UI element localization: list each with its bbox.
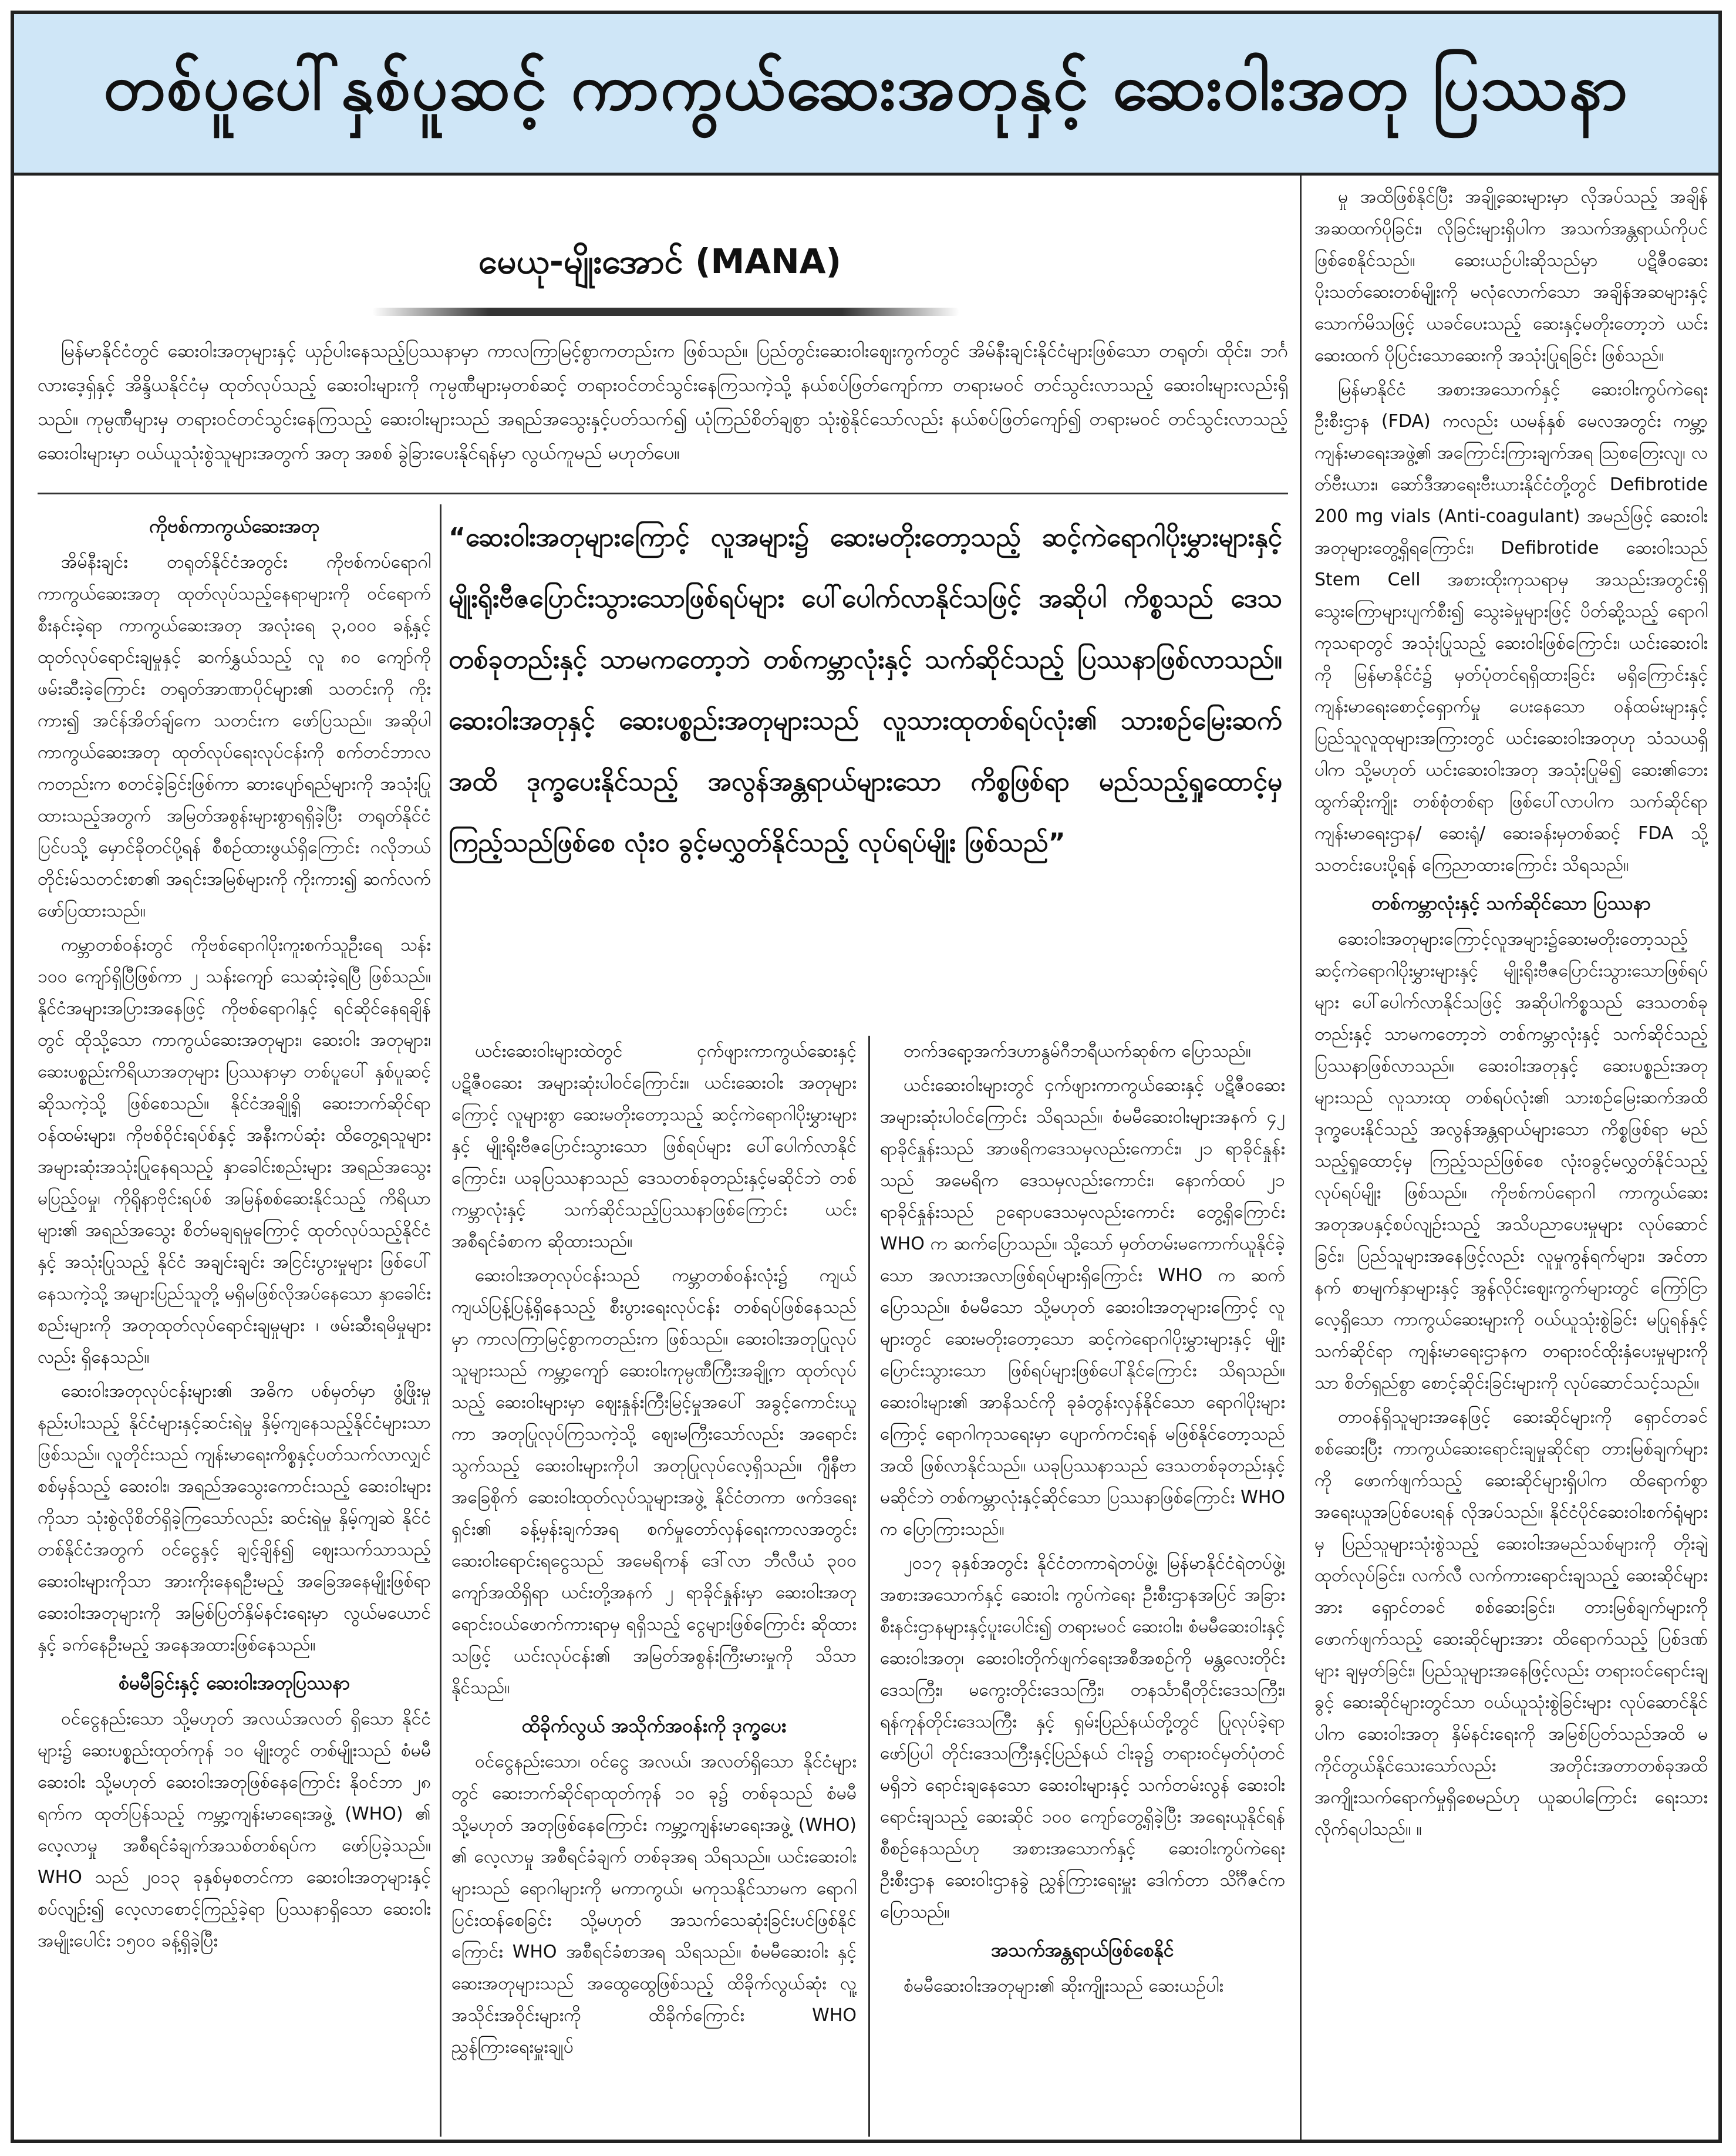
column-divider-1: [440, 504, 441, 2137]
pull-quote-text: “ဆေးဝါးအတုများကြောင့် လူအများ၌ ဆေးမတိုးတော့သည့် ဆင့်ကဲရောဂါပိုးမွှားများနှင့် မျိုးရိုးဗီဇပြောင်းသွားသောဖြစ်ရပ်များ ပေါ်ပေါက်လာနိုင်သဖြင့် အဆိုပါ ကိစ္စသည် ဒေသတစ်ခုတည်းနှင့် သာမကတော့ဘဲ တစ်ကမ္ဘာလုံးနှင့် သက်ဆိုင်သည့် ပြဿနာဖြစ်လာသည်။ ဆေးဝါးအတုနှင့် ဆေးပစ္စည်းအတုများသည် လူသားထုတစ်ရပ်လုံး၏ သားစဉ်မြေးဆက်အထိ ဒုက္ခပေးနိုင်သည့် အလွန်အန္တရာယ်များသော ကိစ္စဖြစ်ရာ မည်သည့်ရှုထောင့်မှ ကြည့်သည်ဖြစ်စေ လုံးဝ ခွင့်မလွှတ်နိုင်သည့် လုပ်ရပ်မျိုး ဖြစ်သည်”: [449, 523, 1282, 858]
subheading-danger: အသက်အန္တရာယ်ဖြစ်စေနိုင်: [991, 1939, 1174, 1961]
newspaper-page: [11, 11, 1722, 2143]
column-4: [1314, 181, 1708, 2137]
column-1: [38, 504, 431, 2137]
paragraph: မြန်မာနိုင်ငံ အစားအသောက်နှင့် ဆေးဝါးကွပ်ကဲရေးဦးစီးဌာန (FDA) ကလည်း ယမန်နှစ် မေလအတွင်း ကမ္ဘာ့ကျန်းမာရေးအဖွဲ့၏ အကြောင်းကြားချက်အရ သြစတြေးလျ၊ လတ်ဗီးယား၊ ဆော်ဒီအာရေးဗီးယားနိုင်ငံတို့တွင် Defibrotide 200 mg vials (Anti-coagulant) အမည်ဖြင့် ဆေးဝါးအတုများတွေ့ရှိရကြောင်း၊ Defibrotide ဆေးဝါးသည် Stem Cell အစားထိုးကုသရာမှ အသည်းအတွင်းရှိ သွေးကြောများပျက်စီး၍ သွေးခဲမှုများဖြင့် ပိတ်ဆို့သည့် ရောဂါကုသရာတွင် အသုံးပြုသည့် ဆေးဝါးဖြစ်ကြောင်း၊ ယင်းဆေးဝါးကို မြန်မာနိုင်ငံ၌ မှတ်ပုံတင်ရရှိထားခြင်း မရှိကြောင်းနှင့် ကျန်းမာရေးစောင့်ရှောက်မှု ပေးနေသော ဝန်ထမ်းများနှင့် ပြည်သူလူထုများအကြားတွင် ယင်းဆေးဝါးအတုဟု သံသယရှိပါက သို့မဟုတ် ယင်းဆေးဝါးအတု အသုံးပြုမိ၍ ဆေး၏ဘေးထွက်ဆိုးကျိုး တစ်စုံတစ်ရာ ဖြစ်ပေါ်လာပါက သက်ဆိုင်ရာ ကျန်းမာရေးဌာန/ ဆေးရုံ/ ဆေးခန်းမှတစ်ဆင့် FDA သို့ သတင်းပေးပို့ရန် ကြေညာထားကြောင်း သိရသည်။: [1314, 379, 1708, 875]
paragraph: မှု အထိဖြစ်နိုင်ပြီး အချို့ဆေးများမှာ လိုအပ်သည့် အချိန်အဆထက်ပိုခြင်း၊ လိုခြင်းများရှိပါက အသက်အန္တရာယ်ကိုပင် ဖြစ်စေနိုင်သည်။ ဆေးယဉ်ပါးဆိုသည်မှာ ပဋိဇီဝဆေး ပိုးသတ်ဆေးတစ်မျိုးကို မလုံလောက်သော အချိန်အဆများနှင့် သောက်မိသဖြင့် ယခင်ပေးသည့် ဆေးနှင့်မတိုးတော့ဘဲ ယင်းဆေးထက် ပိုပြင်းသောဆေးကို အသုံးပြုရခြင်း ဖြစ်သည်။: [1314, 187, 1708, 366]
byline: မေယု-မျိုးအောင် (MANA): [478, 241, 842, 281]
column-divider-2: [868, 1036, 870, 2137]
paragraph: တာဝန်ရှိသူများအနေဖြင့် ဆေးဆိုင်များကို ရှောင်တခင်စစ်ဆေးပြီး ကာကွယ်ဆေးရောင်းချမှုဆိုင်ရာ တားမြစ်ချက်များကို ဖောက်ဖျက်သည့် ဆေးဆိုင်များရှိပါက ထိရောက်စွာ အရေးယူအပြစ်ပေးရန် လိုအပ်သည်။ နိုင်ငံပိုင်ဆေးဝါးစက်ရုံများမှ ပြည်သူများသုံးစွဲသည့် ဆေးဝါးအမည်သစ်များကို တိုးချဲ့ထုတ်လုပ်ခြင်း၊ လက်လီ လက်ကားရောင်းချသည့် ဆေးဆိုင်များအား ရှောင်တခင် စစ်ဆေးခြင်း၊ တားမြစ်ချက်များကို ဖောက်ဖျက်သည့် ဆေးဆိုင်များအား ထိရောက်သည့် ပြစ်ဒဏ်များ ချမှတ်ခြင်း၊ ပြည်သူများအနေဖြင့်လည်း တရားဝင်ရောင်းချခွင့် ဆေးဆိုင်များတွင်သာ ဝယ်ယူသုံးစွဲခြင်းများ လုပ်ဆောင်နိုင်ပါက ဆေးဝါးအတု နှိမ်နင်းရေးကို အမြစ်ပြတ်သည်အထိ မကိုင်တွယ်နိုင်သေးသော်လည်း အတိုင်းအတာတစ်ခုအထိ အကျိုးသက်ရောက်မှုရှိစေမည်ဟု ယူဆပါကြောင်း ရေးသားလိုက်ရပါသည်။ ။: [1314, 1407, 1708, 1840]
subheading-quality: စံမမီခြင်းနှင့် ဆေးဝါးအတုပြဿနာ: [118, 1672, 350, 1694]
paragraph: ဆေးဝါးအတုများကြောင့်လူအများ၌ဆေးမတိုးတော့သည့် ဆင့်ကဲရောဂါပိုးမွှားများနှင့် မျိုးရိုးဗီဇပြောင်းသွားသောဖြစ်ရပ်များ ပေါ်ပေါက်လာနိုင်သဖြင့် အဆိုပါကိစ္စသည် ဒေသတစ်ခုတည်းနှင့် သာမကတော့ဘဲ တစ်ကမ္ဘာလုံးနှင့် သက်ဆိုင်သည့် ပြဿနာဖြစ်လာသည်။ ဆေးဝါးအတုနှင့် ဆေးပစ္စည်းအတုများသည် လူသားထု တစ်ရပ်လုံး၏ သားစဉ်မြေးဆက်အထိ ဒုက္ခပေးနိုင်သည့် အလွန်အန္တရာယ်များသော ကိစ္စဖြစ်ရာ မည်သည့်ရှုထောင့်မှ ကြည့်သည်ဖြစ်စေ လုံးဝခွင့်မလွှတ်နိုင်သည့် လုပ်ရပ်မျိုး ဖြစ်သည်။ ကိုဗစ်ကပ်ရောဂါ ကာကွယ်ဆေးအတုအပနှင့်စပ်လျဉ်းသည့် အသိပညာပေးမှုများ လုပ်ဆောင်ခြင်း၊ ပြည်သူများအနေဖြင့်လည်း လူမှုကွန်ရက်များ၊ အင်တာနက် စာမျက်နှာများနှင့် အွန်လိုင်းဈေးကွက်များတွင် ကြော်ငြာလေ့ရှိသော ကာကွယ်ဆေးများကို ဝယ်ယူသုံးစွဲခြင်း မပြုရန်နှင့် သက်ဆိုင်ရာ ကျန်းမာရေးဌာနက တရားဝင်ထိုးနှံပေးမှုများကိုသာ စိတ်ရှည်စွာ စောင့်ဆိုင်းခြင်းများကို လုပ်ဆောင်သင့်သည်။: [1314, 929, 1708, 1393]
title-banner: [14, 14, 1718, 176]
paragraph: ယင်းဆေးဝါးများတွင် ငှက်ဖျားကာကွယ်ဆေးနှင့် ပဋိဇီဝဆေး အများဆုံးပါဝင်ကြောင်း သိရသည်။ စံမမီဆေးဝါးများအနက် ၄၂ ရာခိုင်နှုန်းသည် အာဖရိကဒေသမှလည်းကောင်း၊ ၂၁ ရာခိုင်နှုန်းသည် အမေရိက ဒေသမှလည်းကောင်း၊ နောက်ထပ် ၂၁ ရာခိုင်နှုန်းသည် ဥရောပဒေသမှလည်းကောင်း တွေ့ရှိကြောင်း WHO က ဆက်ပြောသည်။ သို့သော် မှတ်တမ်းမကောက်ယူနိုင်ခဲ့သော အလားအလာဖြစ်ရပ်များရှိကြောင်း WHO က ဆက်ပြောသည်။ စံမမီသော သို့မဟုတ် ဆေးဝါးအတုများကြောင့် လူများတွင် ဆေးမတိုးတော့သော ဆင့်ကဲရောဂါပိုးမွှားများနှင့် မျိုးပြောင်းသွားသော ဖြစ်ရပ်များဖြစ်ပေါ်နိုင်ကြောင်း သိရသည်။ ဆေးဝါးများ၏ အာနိသင်ကို ခုခံတွန်းလှန်နိုင်သော ရောဂါပိုးများကြောင့် ရောဂါကုသရေးမှာ ပျောက်ကင်းရန် မဖြစ်နိုင်တော့သည်အထိ ဖြစ်လာနိုင်သည်။ ယခုပြဿနာသည် ဒေသတစ်ခုတည်းနှင့်မဆိုင်ဘဲ တစ်ကမ္ဘာလုံးနှင့်ဆိုင်သော ပြဿနာဖြစ်ကြောင်း WHO က ပြောကြားသည်။: [880, 1075, 1285, 1539]
column-divider-right: [1300, 176, 1302, 2140]
paragraph: ဆေးဝါးအတုလုပ်ငန်းများ၏ အဓိက ပစ်မှတ်မှာ ဖွံ့ဖြိုးမှုနည်းပါးသည့် နိုင်ငံများနှင့်ဆင်းရဲမှု နှိမ့်ကျနေသည့်နိုင်ငံများသာ ဖြစ်သည်။ လူတိုင်းသည် ကျန်းမာရေးကိစ္စနှင့်ပတ်သက်လာလျှင် စစ်မှန်သည့် ဆေးဝါး၊ အရည်အသွေးကောင်းသည့် ဆေးဝါးများကိုသာ သုံးစွဲလိုစိတ်ရှိခဲ့ကြသော်လည်း ဆင်းရဲမှု နှိမ့်ကျဆဲ နိုင်ငံတစ်နိုင်ငံအတွက် ဝင်ငွေနှင့် ချင့်ချိန်၍ ဈေးသက်သာသည့် ဆေးဝါးများကိုသာ အားကိုးနေရဦးမည့် အခြေအနေမျိုးဖြစ်ရာ ဆေးဝါးအတုများကို အမြစ်ပြတ်နှိမ်နင်းရေးမှာ လွယ်မယောင်နှင့် ခက်နေဦးမည့် အနေအထားဖြစ်နေသည်။: [38, 1381, 431, 1655]
paragraph: ၂၀၁၇ ခုနှစ်အတွင်း နိုင်ငံတကာရဲတပ်ဖွဲ့၊ မြန်မာနိုင်ငံရဲတပ်ဖွဲ့၊ အစားအသောက်နှင့် ဆေးဝါး ကွပ်ကဲရေး ဦးစီးဌာနအပြင် အခြားစီးနင်းဌာနများနှင့်ပူးပေါင်း၍ တရားမဝင် ဆေးဝါး၊ စံမမီဆေးဝါးနှင့် ဆေးဝါးအတု၊ ဆေးဝါးတိုက်ဖျက်ရေးအစီအစဉ်ကို မန္တလေးတိုင်းဒေသကြီး၊ မကွေးတိုင်းဒေသကြီး၊ တနင်္သာရီတိုင်းဒေသကြီး၊ ရန်ကုန်တိုင်းဒေသကြီး နှင့် ရှမ်းပြည်နယ်တို့တွင် ပြုလုပ်ခဲ့ရာ ဖော်ပြပါ တိုင်းဒေသကြီးနှင့်ပြည်နယ် ငါးခု၌ တရားဝင်မှတ်ပုံတင်မရှိဘဲ ရောင်းချနေသော ဆေးဝါးများနှင့် သက်တမ်းလွန် ဆေးဝါးရောင်းချသည့် ဆေးဆိုင် ၁၀၀ ကျော်တွေ့ရှိခဲ့ပြီး အရေးယူနိုင်ရန် စီစဉ်နေသည်ဟု အစားအသောက်နှင့် ဆေးဝါးကွပ်ကဲရေးဦးစီးဌာန ဆေးဝါးဌာနခွဲ ညွှန်ကြားရေးမှူး ဒေါက်တာ သိင်္ဂီဇင်က ပြောသည်။: [880, 1553, 1285, 1922]
pull-quote: [449, 507, 1282, 874]
lead-text: မြန်မာနိုင်ငံတွင် ဆေးဝါးအတုများနှင့် ယှဉ်ပါးနေသည့်ပြဿနာမှာ ကာလကြာမြင့်စွာကတည်းက ဖြစ်သည်။ ပြည်တွင်းဆေးဝါးဈေးကွက်တွင် အိမ်နီးချင်းနိုင်ငံများဖြစ်သော တရုတ်၊ ထိုင်း၊ ဘင်္ဂလားဒေ့ရှ်နှင့် အိန္ဒိယနိုင်ငံမှ ထုတ်လုပ်သည့် ဆေးဝါးများကို ကုမ္ပဏီများမှတစ်ဆင့် တရားဝင်တင်သွင်းနေကြသကဲ့သို့ နယ်စပ်ဖြတ်ကျော်ကာ တရားမဝင် တင်သွင်းလာသည့် ဆေးဝါးများလည်းရှိသည်။ ကုမ္ပဏီများမှ တရားဝင်တင်သွင်းနေကြသည့် ဆေးဝါးများသည် အရည်အသွေးနှင့်ပတ်သက်၍ ယုံကြည်စိတ်ချစွာ သုံးစွဲနိုင်သော်လည်း နယ်စပ်ဖြတ်ကျော်၍ တရားမဝင် တင်သွင်းလာသည့်ဆေးဝါးများမှာ ဝယ်ယူသုံးစွဲသူများအတွက် အတု အစစ် ခွဲခြားပေးနိုင်ရန်မှာ လွယ်ကူမည် မဟုတ်ပေ။: [38, 341, 1288, 464]
subheading-world: တစ်ကမ္ဘာလုံးနှင့် သက်ဆိုင်သော ပြဿနာ: [1371, 892, 1651, 914]
column-3: [880, 1036, 1285, 2137]
paragraph: တက်ဒရော့အက်ဒဟာနွမ်ဂီဘရီယက်ဆုစ်က ပြောသည်။: [904, 1041, 1251, 1062]
lead-divider: [38, 493, 1288, 494]
paragraph: အိမ်နီးချင်း တရုတ်နိုင်ငံအတွင်း ကိုဗစ်ကပ်ရောဂါ ကာကွယ်ဆေးအတု ထုတ်လုပ်သည့်နေရာများကို ဝင်ရောက်စီးနင်းခဲ့ရာ ကာကွယ်ဆေးအတု အလုံးရေ ၃,၀၀၀ ခန့်နှင့် ထုတ်လုပ်ရောင်းချမှုနှင့် ဆက်နွှယ်သည့် လူ ၈၀ ကျော်ကို ဖမ်းဆီးခဲ့ကြောင်း တရုတ်အာဏာပိုင်များ၏ သတင်းကို ကိုးကား၍ အင်န်အိတ်ချ်ကေ သတင်းက ဖော်ပြသည်။ အဆိုပါ ကာကွယ်ဆေးအတု ထုတ်လုပ်ရေးလုပ်ငန်းကို စက်တင်ဘာလကတည်းက စတင်ခဲ့ခြင်းဖြစ်ကာ ဆားပျော်ရည်များကို အသုံးပြုထားသည့်အတွက် အမြတ်အစွန်းများစွာရရှိခဲ့ပြီး တရုတ်နိုင်ငံ ပြင်ပသို့ မှောင်ခိုတင်ပို့ရန် စီစဉ်ထားဖွယ်ရှိကြောင်း ဂလိုဘယ်တိုင်းမ်သတင်းစာ၏ အရင်းအမြစ်များကို ကိုးကား၍ ဆက်လက်ဖော်ပြထားသည်။: [38, 552, 431, 921]
lead-paragraph: [38, 334, 1288, 470]
byline-divider: [372, 308, 959, 316]
article-title: တစ်ပူပေါ်နှစ်ပူဆင့် ကာကွယ်ဆေးအတုနှင့် ဆေးဝါးအတု ပြဿနာ: [103, 51, 1629, 124]
paragraph: စံမမီဆေးဝါးအတုများ၏ ဆိုးကျိုးသည် ဆေးယဉ်ပါး: [904, 1976, 1223, 1996]
paragraph: ဝင်ငွေနည်းသော သို့မဟုတ် အလယ်အလတ် ရှိသော နိုင်ငံများ၌ ဆေးပစ္စည်းထုတ်ကုန် ၁၀ မျိုးတွင် တစ်မျိုးသည် စံမမီဆေးဝါး သို့မဟုတ် ဆေးဝါးအတုဖြစ်နေကြောင်း နိုဝင်ဘာ ၂၈ ရက်က ထုတ်ပြန်သည့် ကမ္ဘာ့ကျန်းမာရေးအဖွဲ့ (WHO) ၏ လေ့လာမှု အစီရင်ခံချက်အသစ်တစ်ရပ်က ဖော်ပြခဲ့သည်။ WHO သည် ၂၀၁၃ ခုနှစ်မှစတင်ကာ ဆေးဝါးအတုများနှင့် စပ်လျဉ်း၍ လေ့လာစောင့်ကြည့်ခဲ့ရာ ပြဿနာရှိသော ဆေးဝါးအမျိုးပေါင်း ၁၅၀၀ ခန့်ရှိခဲ့ပြီး: [38, 1709, 431, 1951]
subheading-vaccine: ကိုဗစ်ကာကွယ်ဆေးအတု: [149, 515, 320, 537]
paragraph: ဆေးဝါးအတုလုပ်ငန်းသည် ကမ္ဘာတစ်ဝန်းလုံး၌ ကျယ်ကျယ်ပြန့်ပြန့်ရှိနေသည့် စီးပွားရေးလုပ်ငန်း တစ်ရပ်ဖြစ်နေသည်မှာ ကာလကြာမြင့်စွာကတည်းက ဖြစ်သည်။ ဆေးဝါးအတုပြုလုပ်သူများသည် ကမ္ဘာ့ကျော် ဆေးဝါးကုမ္ပဏီကြီးအချို့က ထုတ်လုပ်သည့် ဆေးဝါးများမှာ ဈေးနှုန်းကြီးမြင့်မှုအပေါ် အခွင့်ကောင်းယူကာ အတုပြုလုပ်ကြသကဲ့သို့ ဈေးမကြီးသော်လည်း အရောင်းသွက်သည့် ဆေးဝါးများကိုပါ အတုပြုလုပ်လေ့ရှိသည်။ ဂျီနီဗာအခြေစိုက် ဆေးဝါးထုတ်လုပ်သူများအဖွဲ့ နိုင်ငံတကာ ဖက်ဒရေးရှင်း၏ ခန့်မှန်းချက်အရ စက်မှုတော်လှန်ရေးကာလအတွင်း ဆေးဝါးရောင်းရငွေသည် အမေရိကန် ဒေါ်လာ ဘီလီယံ ၃၀၀ ကျော်အထိရှိရာ ယင်းတို့အနက် ၂ ရာခိုင်နှုန်းမှာ ဆေးဝါးအတု ရောင်းဝယ်ဖောက်ကားရာမှ ရရှိသည့် ငွေများဖြစ်ကြောင်း ဆိုထားသဖြင့် ယင်းလုပ်ငန်း၏ အမြတ်အစွန်းကြီးမားမှုကို သိသာနိုင်သည်။: [451, 1265, 857, 1698]
paragraph: ဝင်ငွေနည်းသော၊ ဝင်ငွေ အလယ်၊ အလတ်ရှိသော နိုင်ငံများတွင် ဆေးဘက်ဆိုင်ရာထုတ်ကုန် ၁၀ ခု၌ တစ်ခုသည် စံမမီ သို့မဟုတ် အတုဖြစ်နေကြောင်း ကမ္ဘာ့ကျန်းမာရေးအဖွဲ့ (WHO) ၏ လေ့လာမှု အစီရင်ခံချက် တစ်ခုအရ သိရသည်။ ယင်းဆေးဝါးများသည် ရောဂါများကို မကာကွယ်၊ မကုသနိုင်သာမက ရောဂါပြင်းထန်စေခြင်း သို့မဟုတ် အသက်သေဆုံးခြင်းပင်ဖြစ်နိုင်ကြောင်း WHO အစီရင်ခံစာအရ သိရသည်။ စံမမီဆေးဝါး နှင့် ဆေးအတုများသည် အထွေထွေဖြစ်သည့် ထိခိုက်လွယ်ဆုံး လူ့အသိုင်းအဝိုင်းများကို ထိခိုက်ကြောင်း WHO ညွှန်ကြားရေးမှူးချုပ်: [451, 1751, 857, 2057]
paragraph: ယင်းဆေးဝါးများထဲတွင် ငှက်ဖျားကာကွယ်ဆေးနှင့် ပဋိဇီဝဆေး အများဆုံးပါဝင်ကြောင်း။ ယင်းဆေးဝါး အတုများကြောင့် လူများစွာ ဆေးမတိုးတော့သည့် ဆင့်ကဲရောဂါပိုးမွှားများနှင့် မျိုးရိုးဗီဇပြောင်းသွားသော ဖြစ်ရပ်များ ပေါ်ပေါက်လာနိုင်ကြောင်း၊ ယခုပြဿနာသည် ဒေသတစ်ခုတည်းနှင့်မဆိုင်ဘဲ တစ်ကမ္ဘာလုံးနှင့် သက်ဆိုင်သည့်ပြဿနာဖြစ်ကြောင်း ယင်းအစီရင်ခံစာက ဆိုထားသည်။: [451, 1041, 857, 1252]
paragraph: ကမ္ဘာတစ်ဝန်းတွင် ကိုဗစ်ရောဂါပိုးကူးစက်သူဦးရေ သန်း ၁၀၀ ကျော်ရှိပြီဖြစ်ကာ ၂ သန်းကျော် သေဆုံးခဲ့ရပြီ ဖြစ်သည်။ နိုင်ငံအများအပြားအနေဖြင့် ကိုဗစ်ရောဂါနှင့် ရင်ဆိုင်နေရချိန်တွင် ထိုသို့သော ကာကွယ်ဆေးအတုများ၊ ဆေးဝါး အတုများ၊ ဆေးပစ္စည်းကိရိယာအတုများ ပြဿနာမှာ တစ်ပူပေါ် နှစ်ပူဆင့် ဆိုသကဲ့သို့ ဖြစ်စေသည်။ နိုင်ငံအချို့ရှိ ဆေးဘက်ဆိုင်ရာ ဝန်ထမ်းများ၊ ကိုဗစ်ဝိုင်းရပ်စ်နှင့် အနီးကပ်ဆုံး ထိတွေ့ရသူများ အများဆုံးအသုံးပြုနေရသည့် နှာခေါင်းစည်းများ အရည်အသွေး မပြည့်ဝမှု၊ ကိုရိုနာဗိုင်းရပ်စ် အမြန်စစ်ဆေးနိုင်သည့် ကိရိယာများ၏ အရည်အသွေး စိတ်မချရမှုကြောင့် ထုတ်လုပ်သည့်နိုင်ငံနှင့် အသုံးပြုသည့် နိုင်ငံ အချင်းချင်း အငြင်းပွားမှုများ ဖြစ်ပေါ်နေသကဲ့သို့ အများပြည်သူတို့ မရှိမဖြစ်လိုအပ်နေသော နှာခေါင်းစည်းများကို အတုထုတ်လုပ်ရောင်းချမှုများ ၊ ဖမ်းဆီးရမိမှုများလည်း ရှိနေသည်။: [38, 935, 431, 1367]
subheading-vulnerable: ထိခိုက်လွယ် အသိုက်အဝန်းကို ဒုက္ခပေး: [521, 1714, 787, 1737]
column-2: [451, 1036, 857, 2137]
